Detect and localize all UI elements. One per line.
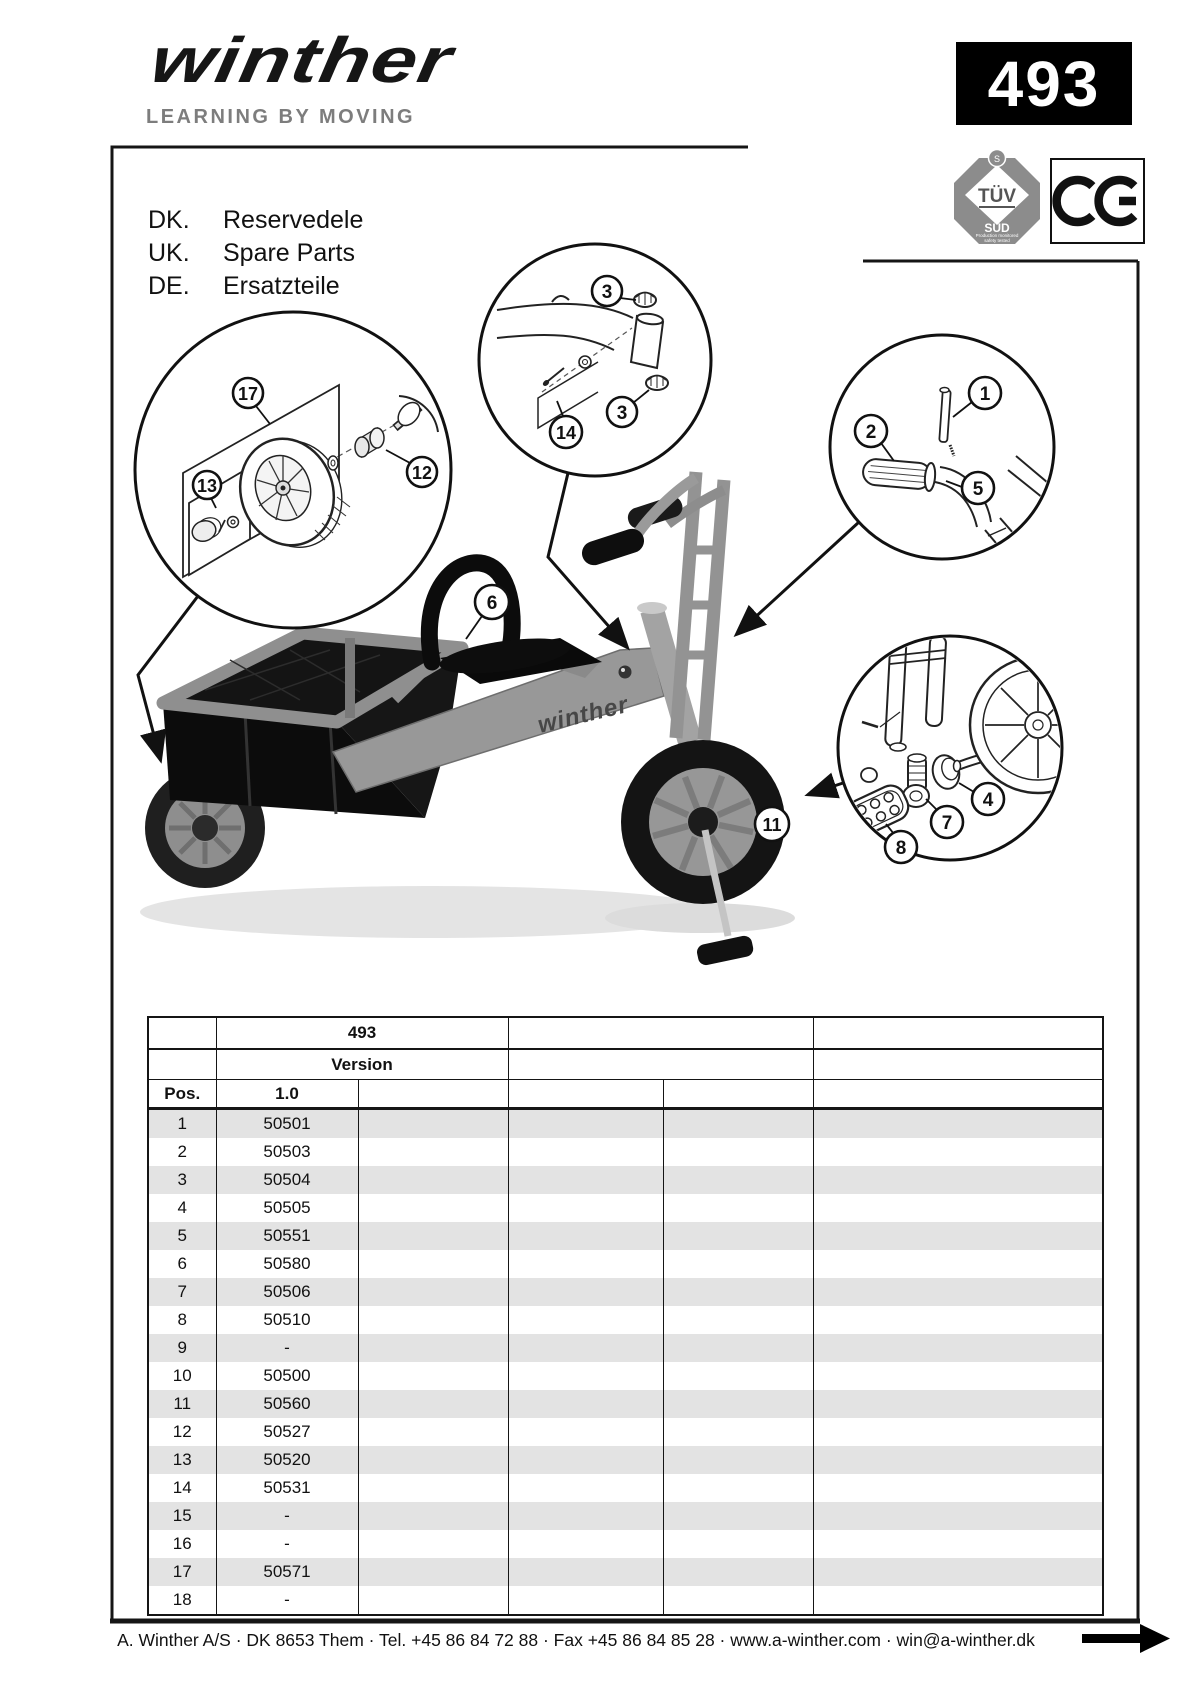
pos-cell: 16: [172, 1534, 192, 1553]
svg-text:1: 1: [979, 384, 991, 405]
lang-label: Reservedele: [223, 206, 364, 234]
pos-cell: 3: [177, 1170, 187, 1189]
tuv-small-text-2: safety tested: [984, 238, 1010, 243]
tuv-small-text-1: Production monitored: [975, 233, 1019, 238]
detail-circle-fork-pedal: [838, 630, 1106, 860]
part-cell: 50505: [216, 1194, 358, 1222]
pos-cell: 4: [177, 1198, 187, 1217]
table-version-row: [148, 1049, 1103, 1080]
frame-brand-text: winther: [535, 691, 632, 739]
svg-text:3: 3: [616, 403, 628, 424]
lang-label: Spare Parts: [223, 239, 356, 267]
svg-text:7: 7: [941, 813, 953, 834]
pos-header: Pos.: [148, 1080, 216, 1109]
pos-cell: 14: [172, 1478, 192, 1497]
svg-text:6: 6: [486, 593, 498, 614]
part-cell: 50501: [216, 1109, 358, 1139]
seat: [429, 563, 602, 684]
table-row: [148, 1222, 1103, 1250]
pos-cell: 18: [172, 1590, 192, 1609]
table-row: [148, 1586, 1103, 1615]
brand-block: [145, 24, 459, 129]
part-cell: 50531: [216, 1474, 358, 1502]
model-number: 493: [987, 47, 1101, 120]
part-cell: -: [216, 1530, 358, 1558]
detail-circle-handlebar: [830, 335, 1054, 562]
pos-cell: 7: [177, 1282, 187, 1301]
part-cell: 50571: [216, 1558, 358, 1586]
svg-text:4: 4: [982, 790, 994, 811]
pos-cell: 9: [177, 1338, 187, 1357]
table-row: [148, 1362, 1103, 1390]
tuv-text: TÜV: [978, 186, 1016, 207]
ce-mark: [1051, 159, 1144, 243]
lang-row-dk: [148, 204, 363, 237]
language-list: [148, 204, 363, 303]
part-cell: -: [216, 1334, 358, 1362]
part-cell: 50506: [216, 1278, 358, 1306]
svg-text:12: 12: [411, 463, 433, 483]
table-model-row: [148, 1017, 1103, 1049]
pos-cell: 5: [177, 1226, 187, 1245]
svg-text:8: 8: [895, 838, 907, 859]
pos-cell: 11: [173, 1394, 192, 1413]
pos-cell: 15: [172, 1506, 192, 1525]
table-row: [148, 1446, 1103, 1474]
winther-logo: winther: [145, 24, 459, 96]
next-page-arrow-icon: [1082, 1624, 1170, 1653]
svg-text:2: 2: [865, 422, 877, 443]
table-model-number: 493: [216, 1017, 508, 1049]
pos-cell: 2: [177, 1142, 187, 1161]
table-row: [148, 1109, 1103, 1139]
spare-parts-table: [147, 1016, 1104, 1616]
svg-text:11: 11: [762, 815, 782, 835]
lang-code: DK.: [148, 206, 190, 234]
part-cell: 50504: [216, 1166, 358, 1194]
table-row: [148, 1530, 1103, 1558]
callout-11: [755, 807, 789, 841]
lang-label: Ersatzteile: [223, 272, 340, 300]
pos-cell: 17: [172, 1562, 192, 1581]
part-cell: 50520: [216, 1446, 358, 1474]
part-cell: -: [216, 1586, 358, 1615]
table-row: [148, 1138, 1103, 1166]
svg-text:5: 5: [972, 479, 984, 500]
part-cell: 50560: [216, 1390, 358, 1418]
table-row: [148, 1502, 1103, 1530]
pos-cell: 6: [177, 1254, 187, 1273]
table-row: [148, 1278, 1103, 1306]
table-row: [148, 1418, 1103, 1446]
table-row: [148, 1334, 1103, 1362]
pos-cell: 10: [172, 1366, 192, 1385]
tuv-sub-text: SÜD: [984, 221, 1010, 235]
svg-text:17: 17: [237, 384, 259, 404]
lang-code: UK.: [148, 239, 190, 267]
table-row: [148, 1390, 1103, 1418]
detail-circle-rear-wheel: [135, 312, 451, 628]
table-header-row: [148, 1080, 1103, 1109]
version-value-header: 1.0: [216, 1080, 358, 1109]
model-number-box: [956, 42, 1132, 125]
pos-cell: 1: [177, 1114, 187, 1133]
table-row: [148, 1250, 1103, 1278]
part-cell: 50580: [216, 1250, 358, 1278]
table-row: [148, 1558, 1103, 1586]
table-row: [148, 1166, 1103, 1194]
footer-contact: A. Winther A/S · DK 8653 Them · Tel. +45 86 84 72 88 · Fax +45 86 84 85 28 · www.a-winther.com · win@a-winther.dk: [117, 1630, 1035, 1650]
brand-tagline: LEARNING BY MOVING: [146, 106, 416, 128]
pos-cell: 12: [172, 1422, 192, 1441]
tuv-sud-logo: [954, 150, 1040, 245]
tuv-s-icon: S: [993, 154, 1001, 164]
part-cell: 50503: [216, 1138, 358, 1166]
callout-6: [466, 585, 509, 639]
lang-row-uk: [148, 237, 363, 270]
part-cell: 50527: [216, 1418, 358, 1446]
table-row: [148, 1194, 1103, 1222]
table-row: [148, 1474, 1103, 1502]
pos-cell: 13: [172, 1450, 192, 1469]
part-cell: -: [216, 1502, 358, 1530]
pos-cell: 8: [177, 1310, 187, 1329]
lang-code: DE.: [148, 272, 190, 300]
part-cell: 50510: [216, 1306, 358, 1334]
table-row: [148, 1306, 1103, 1334]
svg-text:3: 3: [601, 282, 613, 303]
version-label: Version: [216, 1049, 508, 1080]
part-cell: 50551: [216, 1222, 358, 1250]
detail-circle-frame-joint: [479, 244, 711, 476]
part-cell: 50500: [216, 1362, 358, 1390]
svg-text:14: 14: [555, 423, 577, 443]
lang-row-de: [148, 270, 363, 303]
svg-text:13: 13: [196, 476, 218, 496]
